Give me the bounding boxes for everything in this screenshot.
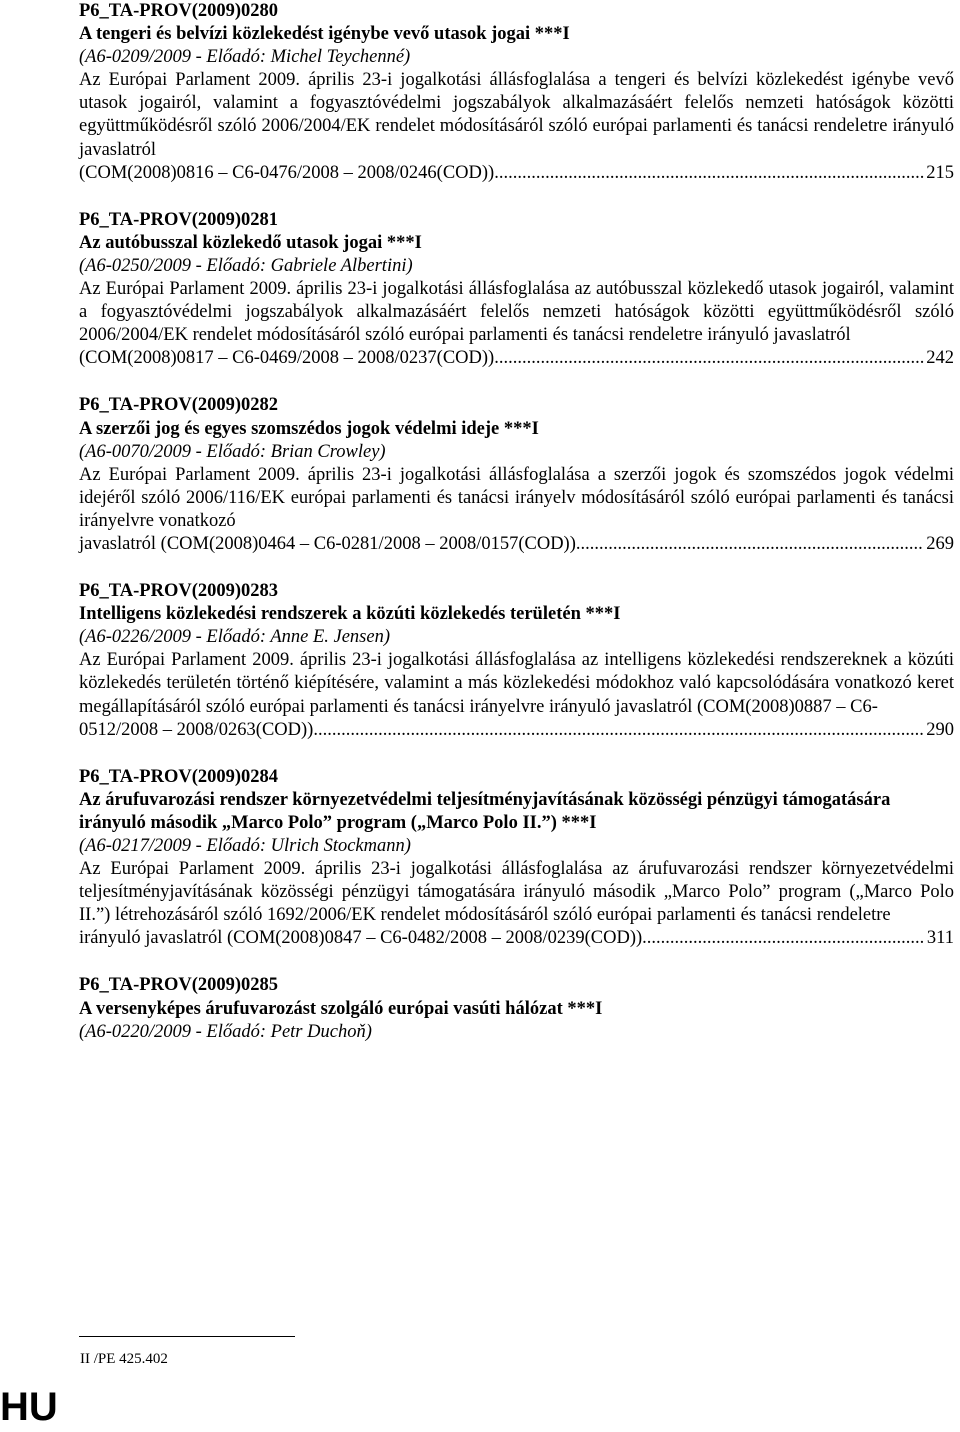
entry-code: P6_TA-PROV(2009)0280: [79, 1, 279, 21]
dot-leader: [494, 162, 924, 185]
entry-title: A szerzői jog és egyes szomszédos jogok védelmi ideje ***I: [79, 418, 539, 439]
entry-code: P6_TA-PROV(2009)0284: [79, 766, 279, 787]
page-number: 311: [926, 928, 954, 949]
entry-last-line: [79, 927, 954, 950]
entry-last-line: [79, 162, 954, 185]
entry-procedure-ref: irányuló javaslatról (COM(2008)0847 – C6-0482/2008 – 2008/0239(COD)): [79, 928, 643, 949]
entry-description: Az Európai Parlament 2009. április 23-i jogalkotási állásfoglalása az intelligens közlekedési rendszereknek a közúti közlekedés területén történő kiépítésére, valamint a más közlekedési módokhoz való kapcsolódására vonatkozó keret megállapításáról szóló európai parlamenti és tanácsi irányelvre irányuló javaslatról (COM(2008)0887 – C6-: [79, 650, 954, 717]
entry-rapporteur: (A6-0070/2009 - Előadó: Brian Crowley): [79, 441, 386, 462]
entry-rapporteur: (A6-0226/2009 - Előadó: Anne E. Jensen): [79, 627, 390, 648]
entry-description: Az Európai Parlament 2009. április 23-i jogalkotási állásfoglalása az autóbusszal közlekedő utasok jogairól, valamint a fogyasztóvédelmi jogszabályok alkalmazásáért felelős nemzeti hatóságok közötti együttműködésről szóló 2006/2004/EK rendelet módosításáról szóló európai parlamenti és tanácsi rendeletre irányuló javaslatról: [79, 279, 954, 346]
entry-rapporteur: (A6-0217/2009 - Előadó: Ulrich Stockmann): [79, 836, 411, 856]
entry-procedure-ref: (COM(2008)0816 – C6-0476/2008 – 2008/0246(COD)): [79, 162, 495, 183]
dot-leader: [494, 347, 924, 370]
entry-rapporteur: (A6-0220/2009 - Előadó: Petr Duchoň): [79, 1021, 372, 1042]
page-number: 269: [926, 533, 954, 554]
toc-content: [79, 0, 954, 1068]
entry-procedure-ref: javaslatról (COM(2008)0464 – C6-0281/2008 – 2008/0157(COD)): [79, 533, 576, 554]
entry-description: Az Európai Parlament 2009. április 23-i jogalkotási állásfoglalása az árufuvarozási rendszer környezetvédelmi teljesítményjavításának közösségi pénzügyi támogatására irányuló második „Marco Polo” program („Marco Polo II.”) létrehozásáról szóló 1692/2006/EK rendelet módosításáról szóló európai parlamenti és tanácsi rendeletre: [79, 859, 954, 926]
footer-document-ref: II /PE 425.402: [80, 1351, 168, 1367]
entry-last-line: [79, 719, 954, 742]
entry-description: Az Európai Parlament 2009. április 23-i jogalkotási állásfoglalása a szerzői jogok és szomszédos jogok védelmi idejéről szóló 2006/116/EK európai parlamenti és tanácsi irányelv módosításáról szóló európai parlamenti és tanácsi irányelvre vonatkozó: [79, 464, 954, 531]
entry-title: Az árufuvarozási rendszer környezetvédelmi teljesítményjavításának közösségi pénzügyi támogatására irányuló második „Marco Polo” program („Marco Polo II.”) ***I: [79, 789, 891, 833]
toc-entry: [79, 0, 954, 185]
entry-title: Intelligens közlekedési rendszerek a közúti közlekedés területén ***I: [79, 604, 621, 625]
entry-title: A versenyképes árufuvarozást szolgáló európai vasúti hálózat ***I: [79, 998, 603, 1019]
entry-title: Az autóbusszal közlekedő utasok jogai ***I: [79, 232, 422, 253]
toc-entry: [79, 974, 954, 1043]
page-number: 215: [926, 162, 954, 183]
entry-procedure-ref: 0512/2008 – 2008/0263(COD)): [79, 719, 314, 740]
entry-title: A tengeri és belvízi közlekedést igénybe vevő utasok jogai ***I: [79, 24, 570, 45]
toc-entry: [79, 580, 954, 742]
toc-entry: [79, 209, 954, 371]
entry-rapporteur: (A6-0250/2009 - Előadó: Gabriele Albertini): [79, 255, 413, 276]
page-number: 290: [926, 719, 954, 740]
toc-entry: [79, 394, 954, 556]
entry-last-line: [79, 347, 954, 370]
entry-code: P6_TA-PROV(2009)0283: [79, 581, 279, 602]
dot-leader: [576, 533, 924, 556]
entry-procedure-ref: (COM(2008)0817 – C6-0469/2008 – 2008/0237(COD)): [79, 348, 495, 369]
toc-entry: [79, 766, 954, 951]
entry-code: P6_TA-PROV(2009)0282: [79, 395, 279, 416]
page-number: 242: [926, 348, 954, 369]
entry-description: Az Európai Parlament 2009. április 23-i jogalkotási állásfoglalása a tengeri és belvízi közlekedést igénybe vevő utasok jogairól, valamint a fogyasztóvédelmi jogszabályok alkalmazásáért felelős nemzeti hatóságok közötti együttműködésről szóló 2006/2004/EK rendelet módosításáról szóló európai parlamenti és tanácsi rendeletre irányuló javaslatról: [79, 70, 954, 160]
entry-rapporteur: (A6-0209/2009 - Előadó: Michel Teychenné): [79, 47, 411, 68]
dot-leader: [642, 927, 925, 950]
language-code: HU: [0, 1385, 58, 1429]
dot-leader: [313, 719, 924, 742]
entry-last-line: [79, 533, 954, 556]
entry-code: P6_TA-PROV(2009)0281: [79, 209, 279, 230]
footer-divider: [79, 1336, 295, 1337]
entry-code: P6_TA-PROV(2009)0285: [79, 975, 279, 996]
